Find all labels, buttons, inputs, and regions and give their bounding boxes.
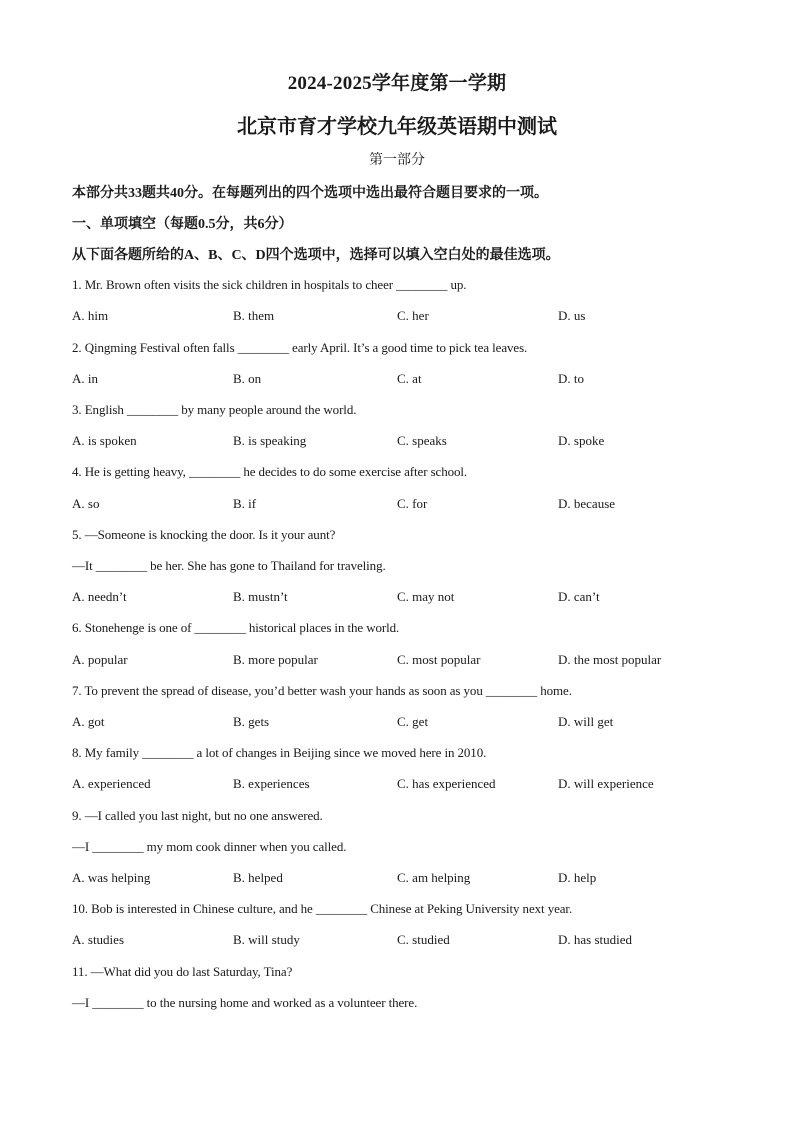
option-d: D. us — [558, 308, 586, 323]
option-c: C. at — [397, 371, 422, 386]
question-stem: 10. Bob is interested in Chinese culture, and he ________ Chinese at Peking University next year. — [72, 901, 573, 916]
option-c: C. studied — [397, 932, 450, 947]
part-heading: 第一部分 — [369, 153, 425, 168]
exam-title-school: 北京市育才学校九年级英语期中测试 — [237, 116, 557, 138]
option-d: D. to — [558, 371, 584, 386]
option-b: B. them — [233, 308, 275, 323]
option-b: B. more popular — [233, 652, 318, 667]
question-stem: 3. English ________ by many people around the world. — [72, 402, 357, 417]
option-a: A. is spoken — [72, 433, 137, 448]
part-intro: 本部分共33题共40分。在每题列出的四个选项中选出最符合题目要求的一项。 — [72, 186, 548, 201]
option-a: A. was helping — [72, 870, 151, 885]
question-options — [72, 589, 752, 607]
option-a: A. experienced — [72, 776, 151, 791]
option-a: A. studies — [72, 932, 124, 947]
question-stem: 1. Mr. Brown often visits the sick children in hospitals to cheer ________ up. — [72, 277, 467, 292]
question-stem-reply: —I ________ to the nursing home and worked as a volunteer there. — [72, 995, 418, 1010]
question-options — [72, 496, 752, 514]
option-c: C. for — [397, 496, 428, 511]
option-b: B. gets — [233, 714, 270, 729]
option-d: D. help — [558, 870, 597, 885]
question-stem: 7. To prevent the spread of disease, you’d better wash your hands as soon as you ________ home. — [72, 683, 572, 698]
option-c: C. speaks — [397, 433, 447, 448]
option-c: C. get — [397, 714, 429, 729]
question-stem: 2. Qingming Festival often falls ________ early April. It’s a good time to pick tea leaves. — [72, 340, 528, 355]
question-stem: 9. —I called you last night, but no one answered. — [72, 808, 323, 823]
option-c: C. her — [397, 308, 429, 323]
question-options — [72, 932, 752, 950]
option-d: D. because — [558, 496, 616, 511]
exam-title-term: 2024-2025学年度第一学期 — [287, 73, 507, 94]
option-b: B. mustn’t — [233, 589, 288, 604]
option-a: A. him — [72, 308, 109, 323]
option-d: D. will get — [558, 714, 614, 729]
option-a: A. in — [72, 371, 98, 386]
option-a: A. popular — [72, 652, 128, 667]
question-options — [72, 433, 752, 451]
question-options — [72, 776, 752, 794]
section-heading: 一、单项填空（每题0.5分，共6分） — [72, 217, 293, 232]
option-d: D. the most popular — [558, 652, 662, 667]
option-d: D. can’t — [558, 589, 600, 604]
question-stem: 11. —What did you do last Saturday, Tina? — [72, 964, 293, 979]
question-options — [72, 870, 752, 888]
option-b: B. will study — [233, 932, 300, 947]
option-c: C. has experienced — [397, 776, 496, 791]
question-options — [72, 652, 752, 670]
question-options — [72, 714, 752, 732]
question-stem-reply: —It ________ be her. She has gone to Thailand for traveling. — [72, 558, 386, 573]
option-b: B. on — [233, 371, 262, 386]
question-stem: 8. My family ________ a lot of changes in Beijing since we moved here in 2010. — [72, 745, 487, 760]
option-c: C. am helping — [397, 870, 471, 885]
option-b: B. is speaking — [233, 433, 307, 448]
option-a: A. so — [72, 496, 100, 511]
option-d: D. will experience — [558, 776, 654, 791]
option-d: D. has studied — [558, 932, 633, 947]
option-d: D. spoke — [558, 433, 605, 448]
option-c: C. may not — [397, 589, 455, 604]
section-directions: 从下面各题所给的A、B、C、D四个选项中，选择可以填入空白处的最佳选项。 — [72, 248, 560, 263]
question-options — [72, 371, 752, 389]
question-stem-reply: —I ________ my mom cook dinner when you called. — [72, 839, 347, 854]
question-stem: 4. He is getting heavy, ________ he decides to do some exercise after school. — [72, 464, 468, 479]
option-b: B. helped — [233, 870, 283, 885]
option-b: B. experiences — [233, 776, 310, 791]
option-b: B. if — [233, 496, 257, 511]
question-stem: 6. Stonehenge is one of ________ historical places in the world. — [72, 620, 400, 635]
question-stem: 5. —Someone is knocking the door. Is it your aunt? — [72, 527, 336, 542]
option-c: C. most popular — [397, 652, 481, 667]
option-a: A. got — [72, 714, 105, 729]
question-options — [72, 308, 752, 326]
option-a: A. needn’t — [72, 589, 127, 604]
